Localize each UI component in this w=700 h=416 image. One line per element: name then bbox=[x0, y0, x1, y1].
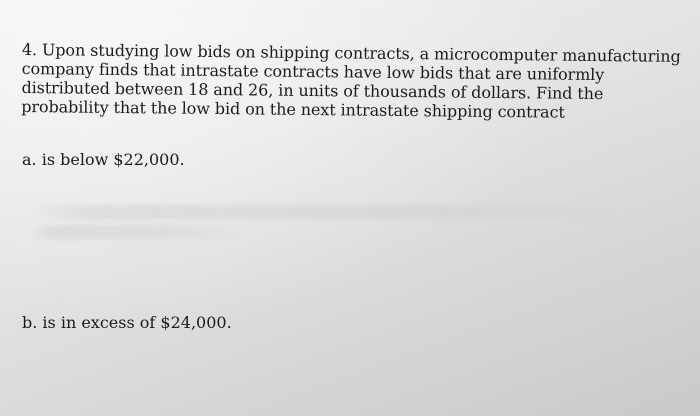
part-b-text: b. is in excess of $24,000. bbox=[22, 313, 232, 332]
bleed-line bbox=[30, 205, 619, 219]
question-block bbox=[21, 40, 682, 123]
bleed-line bbox=[30, 225, 248, 239]
reverse-side-bleed-through bbox=[30, 205, 670, 245]
question-text: 4. Upon studying low bids on shipping contracts, a microcomputer manufacturing company finds that intrastate contracts have low bids that are uniformly distributed between 18 and 26, in units of thousands of dollars. Find the probability that the low bid on the next intrastate shipping contract bbox=[21, 40, 681, 122]
part-a-text: a. is below $22,000. bbox=[22, 150, 185, 169]
